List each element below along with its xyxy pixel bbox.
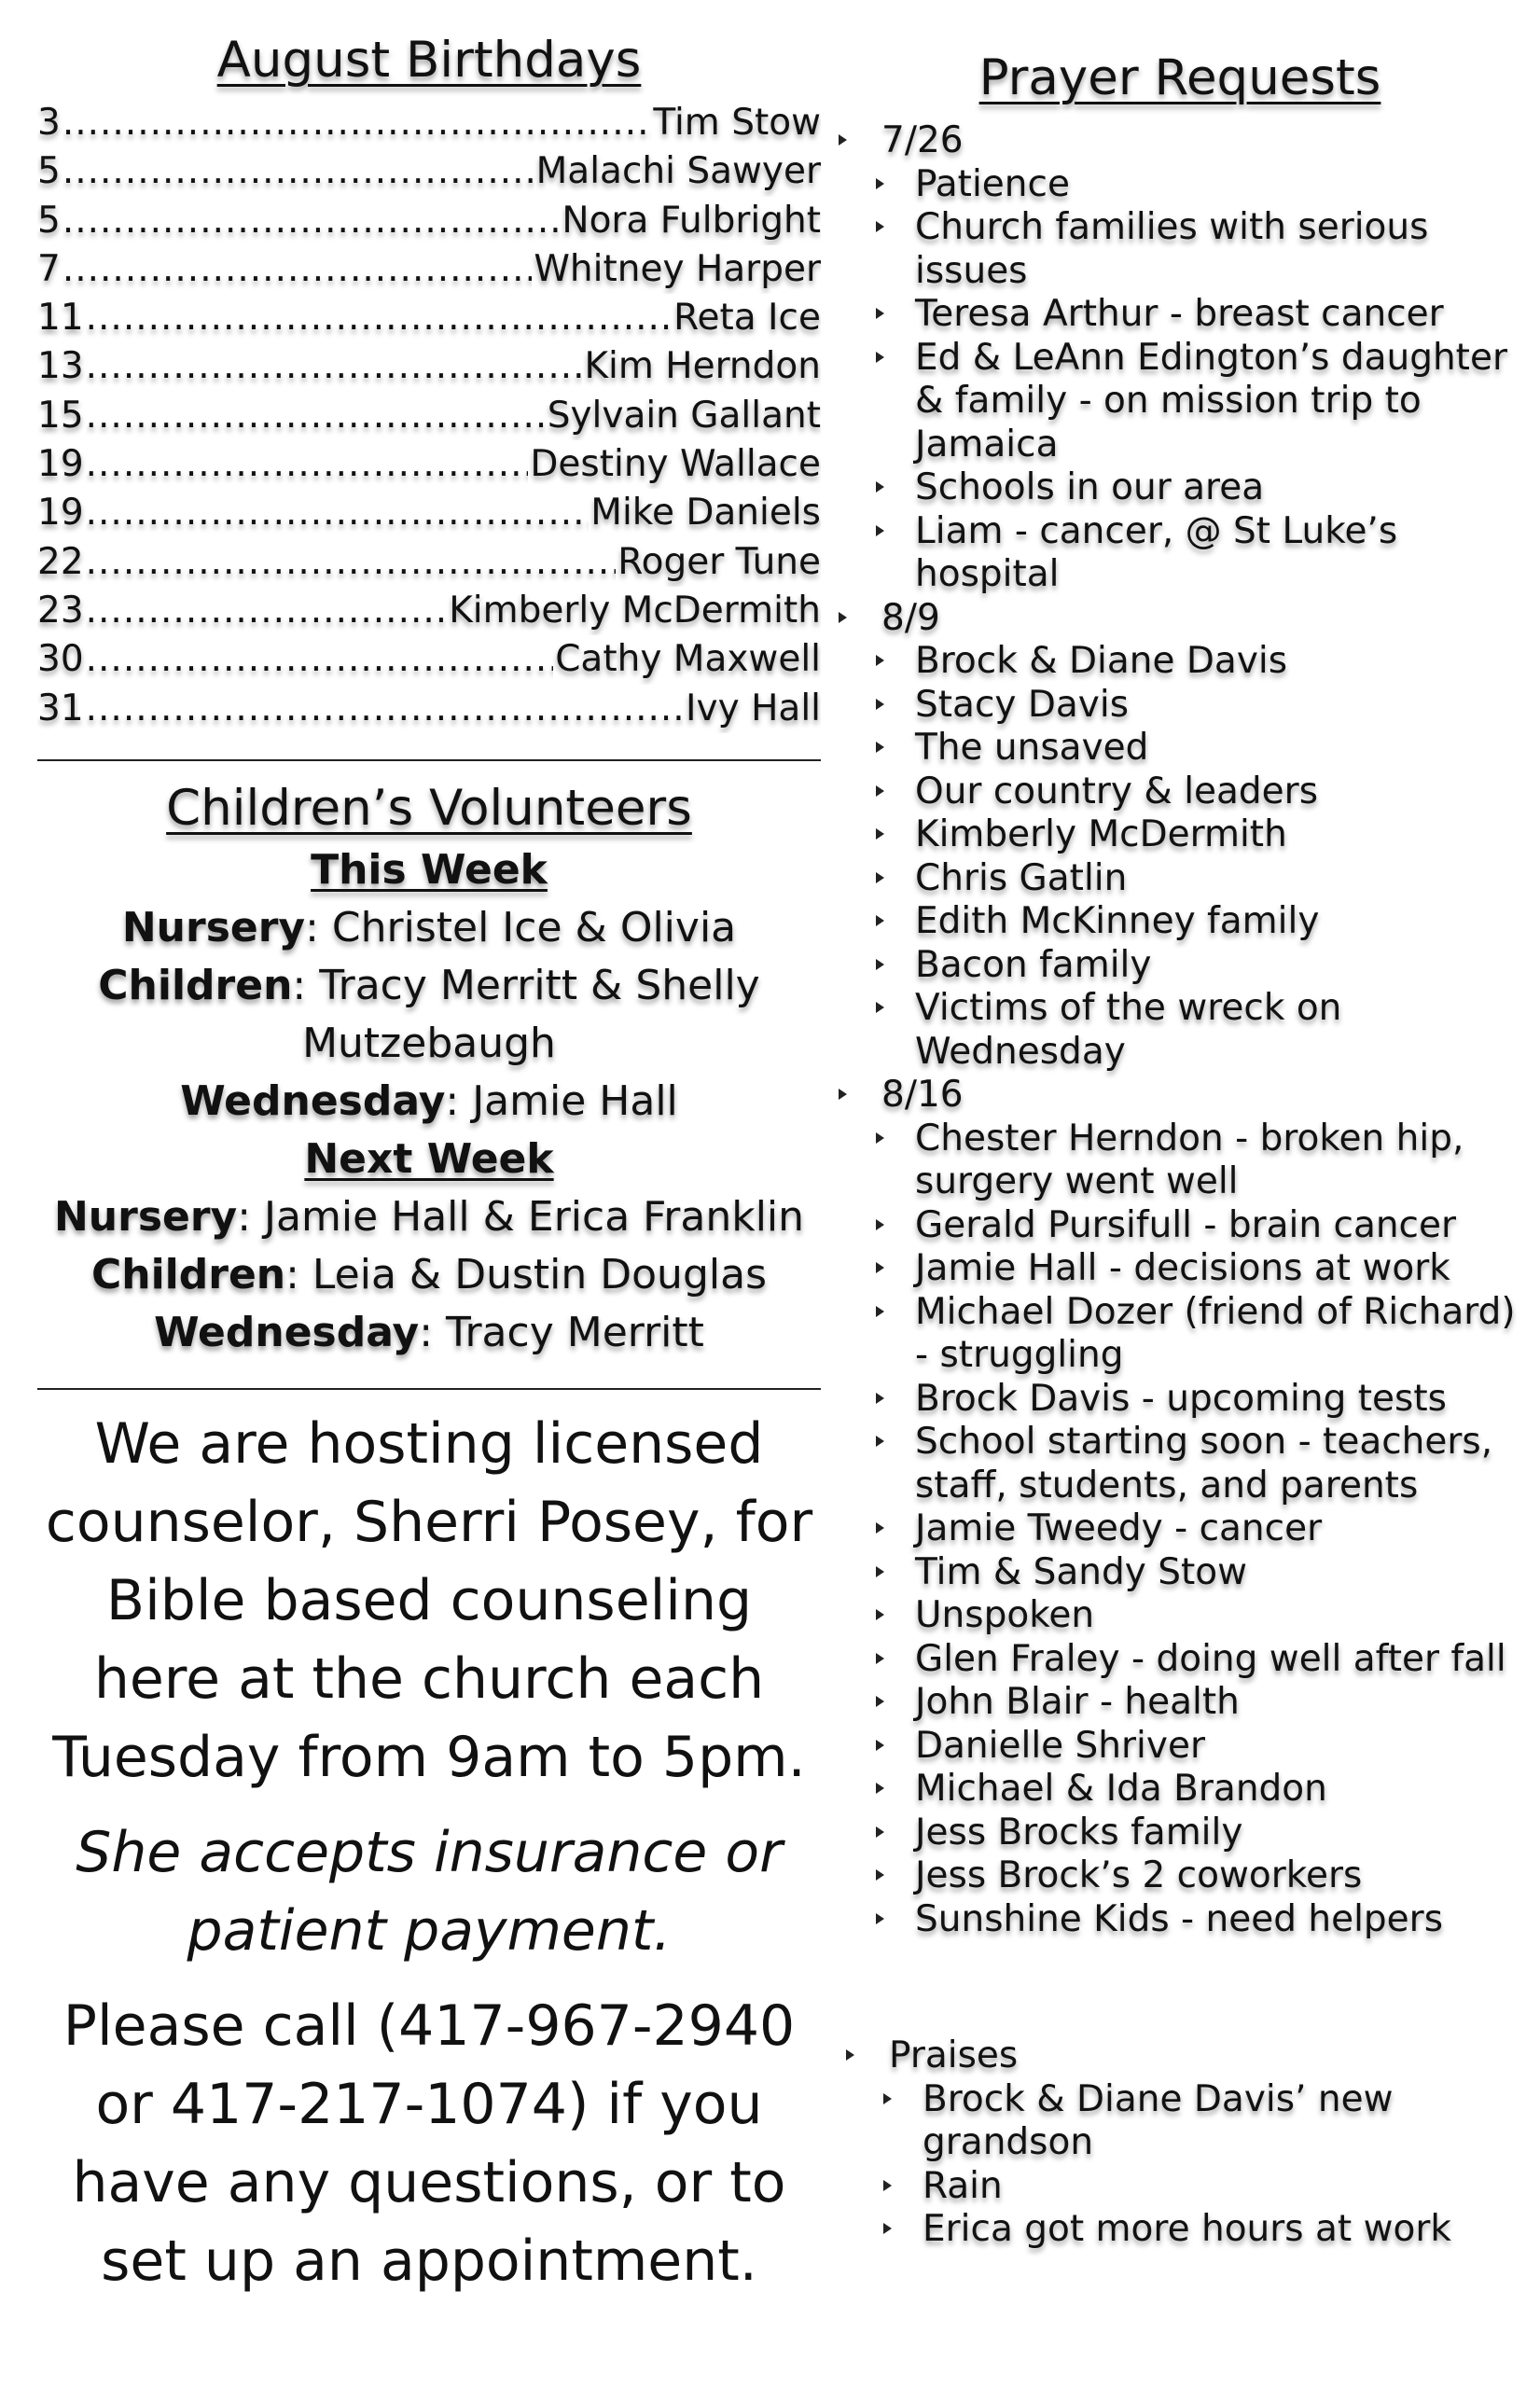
prayer-item: Stacy Davis (872, 684, 1525, 728)
dot-leader (86, 294, 672, 342)
birthday-day: 19 (37, 492, 84, 535)
prayer-item: School starting soon - teachers, staff, students, and parents (872, 1421, 1525, 1507)
counseling-paragraph: We are hosting licensed counselor, Sherri Posey, for Bible based counseling here at the church each Tuesday from 9am to 5pm. (45, 1410, 813, 1790)
prayer-item: Victims of the wreck on Wednesday (872, 987, 1525, 1074)
children-label: Children (98, 961, 293, 1009)
prayer-item: Brock & Diane Davis (872, 640, 1525, 684)
birthday-name: Whitney Harper (534, 247, 821, 290)
birthday-day: 3 (37, 102, 61, 144)
prayer-items (835, 1118, 1525, 1942)
birthday-row (37, 99, 821, 147)
next-week-wednesday (37, 1304, 821, 1362)
prayer-item: Gerald Pursifull - brain cancer (872, 1204, 1525, 1248)
nursery-value: : Jamie Hall & Erica Franklin (237, 1192, 805, 1241)
dot-leader (86, 342, 583, 391)
birthdays-title: August Birthdays (216, 32, 642, 89)
praise-item: Brock & Diane Davis’ new grandson (880, 2078, 1525, 2165)
birthday-day: 11 (37, 297, 84, 340)
birthday-day: 13 (37, 345, 84, 388)
children-label: Children (90, 1250, 286, 1298)
birthday-name: Malachi Sawyer (535, 150, 821, 193)
nursery-label: Nursery (53, 1192, 238, 1241)
prayer-date: 8/9 (835, 597, 1525, 641)
divider (37, 1388, 821, 1390)
prayer-item: Danielle Shriver (872, 1725, 1525, 1769)
left-column (37, 28, 821, 2317)
birthday-name: Roger Tune (617, 540, 821, 583)
prayer-item: Schools in our area (872, 466, 1525, 510)
volunteers-title: Children’s Volunteers (166, 779, 692, 837)
dot-leader (86, 489, 590, 537)
birthday-day: 23 (37, 589, 84, 632)
birthday-name: Kim Herndon (584, 345, 821, 388)
prayer-item: Teresa Arthur - breast cancer (872, 293, 1525, 337)
birthday-day: 5 (37, 199, 61, 242)
prayer-item: Brock Davis - upcoming tests (872, 1378, 1525, 1422)
dot-leader (86, 685, 684, 733)
birthday-row (37, 392, 821, 440)
dot-leader (62, 99, 652, 147)
birthday-row (37, 245, 821, 294)
prayer-group (835, 119, 1525, 597)
birthday-day: 30 (37, 638, 84, 681)
wednesday-label: Wednesday (154, 1308, 420, 1356)
birthday-row (37, 587, 821, 635)
praises-heading: Praises (842, 2034, 1525, 2078)
prayer-group (835, 597, 1525, 1075)
this-week-children (37, 957, 821, 1073)
dot-leader (86, 440, 529, 489)
birthday-row (37, 635, 821, 684)
next-week-heading: Next Week (304, 1134, 554, 1183)
birthday-row (37, 197, 821, 245)
praise-item: Erica got more hours at work (880, 2208, 1525, 2252)
birthday-name: Sylvain Gallant (547, 394, 821, 437)
prayer-date: 8/16 (835, 1074, 1525, 1118)
dot-leader (62, 245, 533, 294)
children-value: : Leia & Dustin Douglas (285, 1250, 767, 1298)
prayer-item: Unspoken (872, 1594, 1525, 1638)
dot-leader (86, 587, 448, 635)
prayer-item: Michael & Ida Brandon (872, 1768, 1525, 1812)
dot-leader (86, 635, 554, 684)
dot-leader (86, 538, 617, 587)
prayer-items (835, 640, 1525, 1074)
volunteers-block (37, 841, 821, 1362)
nursery-value: : Christel Ice & Olivia (305, 903, 737, 951)
prayer-item: Jess Brock’s 2 coworkers (872, 1854, 1525, 1898)
prayer-item: The unsaved (872, 727, 1525, 771)
wednesday-value: : Tracy Merritt (419, 1308, 704, 1356)
prayer-item: Edith McKinney family (872, 900, 1525, 944)
prayer-item: Sunshine Kids - need helpers (872, 1898, 1525, 1942)
prayer-item: Church families with serious issues (872, 206, 1525, 293)
prayer-item: Jamie Tweedy - cancer (872, 1507, 1525, 1551)
birthday-row (37, 685, 821, 733)
this-week-nursery (37, 899, 821, 957)
dot-leader (86, 392, 546, 440)
birthday-row (37, 294, 821, 342)
this-week-heading: This Week (311, 845, 548, 894)
dot-leader (62, 147, 534, 196)
children-value: : Tracy Merritt & Shelly Mutzebaugh (292, 961, 760, 1067)
counseling-payment: She accepts insurance or patient payment. (76, 1819, 783, 1964)
right-column (835, 41, 1525, 2252)
birthday-row (37, 342, 821, 391)
birthday-name: Nora Fulbright (562, 199, 821, 242)
birthday-name: Cathy Maxwell (555, 638, 821, 681)
birthday-row (37, 440, 821, 489)
prayer-item: Jamie Hall - decisions at work (872, 1247, 1525, 1291)
prayer-item: Glen Fraley - doing well after fall (872, 1638, 1525, 1682)
prayer-item: Patience (872, 163, 1525, 207)
prayer-groups (835, 119, 1525, 1941)
birthday-day: 19 (37, 443, 84, 486)
next-week-nursery (37, 1188, 821, 1246)
praises-section (842, 2034, 1525, 2252)
prayer-item: Tim & Sandy Stow (872, 1551, 1525, 1595)
birthday-name: Tim Stow (653, 102, 821, 144)
prayer-item: Liam - cancer, @ St Luke’s hospital (872, 510, 1525, 597)
birthday-name: Mike Daniels (590, 492, 821, 535)
prayer-item: John Blair - health (872, 1681, 1525, 1725)
dot-leader (62, 197, 561, 245)
prayer-group (835, 1074, 1525, 1941)
prayer-items (835, 163, 1525, 597)
birthday-row (37, 489, 821, 537)
praises-group (835, 2034, 1525, 2252)
prayer-item: Our country & leaders (872, 771, 1525, 814)
prayer-title: Prayer Requests (978, 49, 1381, 106)
birthday-row (37, 538, 821, 587)
wednesday-label: Wednesday (180, 1076, 446, 1125)
prayer-item: Kimberly McDermith (872, 813, 1525, 857)
praise-items (842, 2078, 1525, 2252)
birthday-name: Destiny Wallace (530, 443, 821, 486)
next-week-children (37, 1246, 821, 1304)
prayer-date: 7/26 (835, 119, 1525, 163)
divider (37, 759, 821, 761)
counseling-notice (37, 1405, 821, 2300)
wednesday-value: : Jamie Hall (445, 1076, 678, 1125)
birthday-list (37, 99, 821, 733)
nursery-label: Nursery (121, 903, 306, 951)
counseling-contact: Please call (417-967-2940 or 417-217-1074) if you have any questions, or to set up an appointment. (62, 1992, 796, 2294)
birthday-day: 22 (37, 540, 84, 583)
prayer-item: Chris Gatlin (872, 857, 1525, 901)
birthday-name: Reta Ice (673, 297, 821, 340)
prayer-item: Michael Dozer (friend of Richard) - struggling (872, 1291, 1525, 1378)
birthday-day: 15 (37, 394, 84, 437)
birthday-name: Ivy Hall (686, 687, 821, 729)
prayer-item: Ed & LeAnn Edington’s daughter & family - on mission trip to Jamaica (872, 337, 1525, 467)
birthday-day: 5 (37, 150, 61, 193)
birthday-day: 31 (37, 687, 84, 729)
prayer-item: Jess Brocks family (872, 1812, 1525, 1855)
birthday-row (37, 147, 821, 196)
prayer-item: Bacon family (872, 944, 1525, 988)
praise-item: Rain (880, 2165, 1525, 2209)
this-week-wednesday (37, 1073, 821, 1131)
prayer-item: Chester Herndon - broken hip, surgery went well (872, 1118, 1525, 1204)
birthday-day: 7 (37, 247, 61, 290)
birthday-name: Kimberly McDermith (449, 589, 821, 632)
